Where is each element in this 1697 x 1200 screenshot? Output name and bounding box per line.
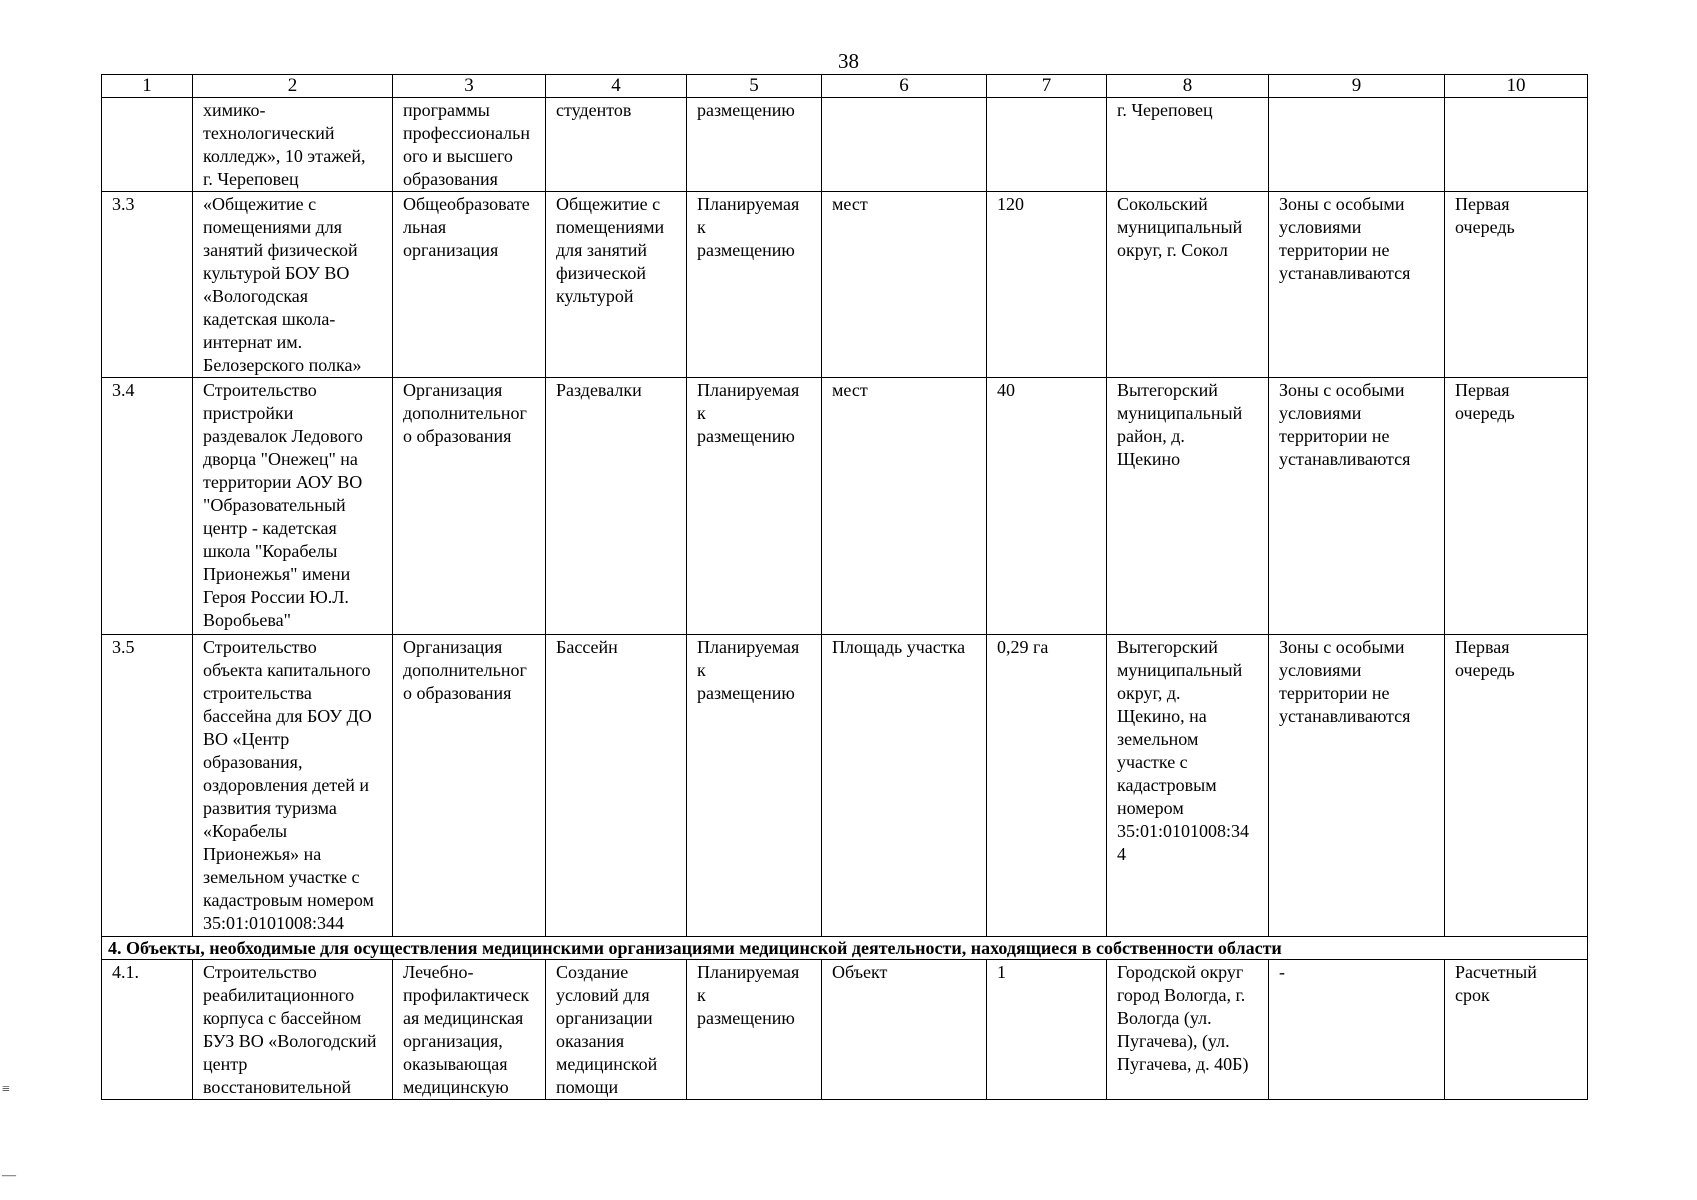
cell-value: 0,29 га xyxy=(987,635,1107,937)
cell-value: 1 xyxy=(987,960,1107,1100)
cell-zones xyxy=(1269,98,1445,192)
cell-object-name: «Общежитие с помещениями для занятий физической культурой БОУ ВО «Вологодская кадетская школа- интернат им. Белозерского полка» xyxy=(193,192,393,378)
cell-unit: мест xyxy=(822,378,987,635)
col-number: 8 xyxy=(1107,75,1269,98)
col-number: 10 xyxy=(1445,75,1588,98)
cell-object-name: химико- технологический колледж», 10 этажей, г. Череповец xyxy=(193,98,393,192)
cell-purpose: студентов xyxy=(546,98,687,192)
cell-unit: Объект xyxy=(822,960,987,1100)
cell-object-name: Строительство реабилитационного корпуса с бассейном БУЗ ВО «Вологодский центр восстановительной xyxy=(193,960,393,1100)
cell-status: Планируемая к размещению xyxy=(687,960,822,1100)
cell-purpose: Общежитие с помещениями для занятий физической культурой xyxy=(546,192,687,378)
cell-type: Организация дополнительног о образования xyxy=(393,635,546,937)
column-number-row xyxy=(102,75,1588,98)
cell-value: 120 xyxy=(987,192,1107,378)
cell-number: 3.4 xyxy=(102,378,193,635)
document-table xyxy=(101,74,1588,1100)
cell-status: Планируемая к размещению xyxy=(687,635,822,937)
cell-location: Вытегорский муниципальный район, д. Щекино xyxy=(1107,378,1269,635)
col-number: 5 xyxy=(687,75,822,98)
cell-stage: Первая очередь xyxy=(1445,378,1588,635)
cell-value: 40 xyxy=(987,378,1107,635)
cell-number: 3.5 xyxy=(102,635,193,937)
cell-status: размещению xyxy=(687,98,822,192)
cell-zones: Зоны с особыми условиями территории не устанавливаются xyxy=(1269,635,1445,937)
cell-zones: Зоны с особыми условиями территории не устанавливаются xyxy=(1269,192,1445,378)
table-row xyxy=(102,635,1588,937)
table-row xyxy=(102,192,1588,378)
cell-location: Вытегорский муниципальный округ, д. Щекино, на земельном участке с кадастровым номером 35:01:0101008:34 4 xyxy=(1107,635,1269,937)
cell-type: Организация дополнительног о образования xyxy=(393,378,546,635)
table-row xyxy=(102,960,1588,1100)
margin-mark: — xyxy=(2,1168,16,1183)
cell-zones: - xyxy=(1269,960,1445,1100)
cell-number: 3.3 xyxy=(102,192,193,378)
cell-number xyxy=(102,98,193,192)
cell-unit: Площадь участка xyxy=(822,635,987,937)
cell-unit: мест xyxy=(822,192,987,378)
cell-stage xyxy=(1445,98,1588,192)
cell-object-name: Строительство объекта капитального строительства бассейна для БОУ ДО ВО «Центр образования, оздоровления детей и развития туризма «Корабелы Прионежья» на земельном участке с кадастровым номером 35:01:0101008:344 xyxy=(193,635,393,937)
cell-type: программы профессиональн ого и высшего образования xyxy=(393,98,546,192)
cell-unit xyxy=(822,98,987,192)
cell-stage: Первая очередь xyxy=(1445,192,1588,378)
cell-type: Лечебно- профилактическ ая медицинская организация, оказывающая медицинскую xyxy=(393,960,546,1100)
cell-status: Планируемая к размещению xyxy=(687,378,822,635)
table-row xyxy=(102,378,1588,635)
cell-purpose: Создание условий для организации оказания медицинской помощи xyxy=(546,960,687,1100)
section-header-row xyxy=(102,937,1588,960)
cell-value xyxy=(987,98,1107,192)
col-number: 7 xyxy=(987,75,1107,98)
col-number: 6 xyxy=(822,75,987,98)
cell-purpose: Бассейн xyxy=(546,635,687,937)
margin-mark: ≡ xyxy=(2,1082,10,1097)
cell-stage: Первая очередь xyxy=(1445,635,1588,937)
col-number: 2 xyxy=(193,75,393,98)
cell-purpose: Раздевалки xyxy=(546,378,687,635)
cell-status: Планируемая к размещению xyxy=(687,192,822,378)
col-number: 1 xyxy=(102,75,193,98)
cell-stage: Расчетный срок xyxy=(1445,960,1588,1100)
col-number: 3 xyxy=(393,75,546,98)
cell-object-name: Строительство пристройки раздевалок Ледового дворца "Онежец" на территории АОУ ВО "Образовательный центр - кадетская школа "Корабелы Прионежья" имени Героя России Ю.Л. Воробьева" xyxy=(193,378,393,635)
cell-type: Общеобразовате льная организация xyxy=(393,192,546,378)
col-number: 9 xyxy=(1269,75,1445,98)
cell-location: Городской округ город Вологда, г. Вологда (ул. Пугачева), (ул. Пугачева, д. 40Б) xyxy=(1107,960,1269,1100)
cell-location: Сокольский муниципальный округ, г. Сокол xyxy=(1107,192,1269,378)
section-4-title: 4. Объекты, необходимые для осуществления медицинскими организациями медицинской деятельности, находящиеся в собственности области xyxy=(102,937,1588,960)
page-number: 38 xyxy=(838,49,859,73)
cell-zones: Зоны с особыми условиями территории не устанавливаются xyxy=(1269,378,1445,635)
table-row xyxy=(102,98,1588,192)
cell-number: 4.1. xyxy=(102,960,193,1100)
col-number: 4 xyxy=(546,75,687,98)
cell-location: г. Череповец xyxy=(1107,98,1269,192)
